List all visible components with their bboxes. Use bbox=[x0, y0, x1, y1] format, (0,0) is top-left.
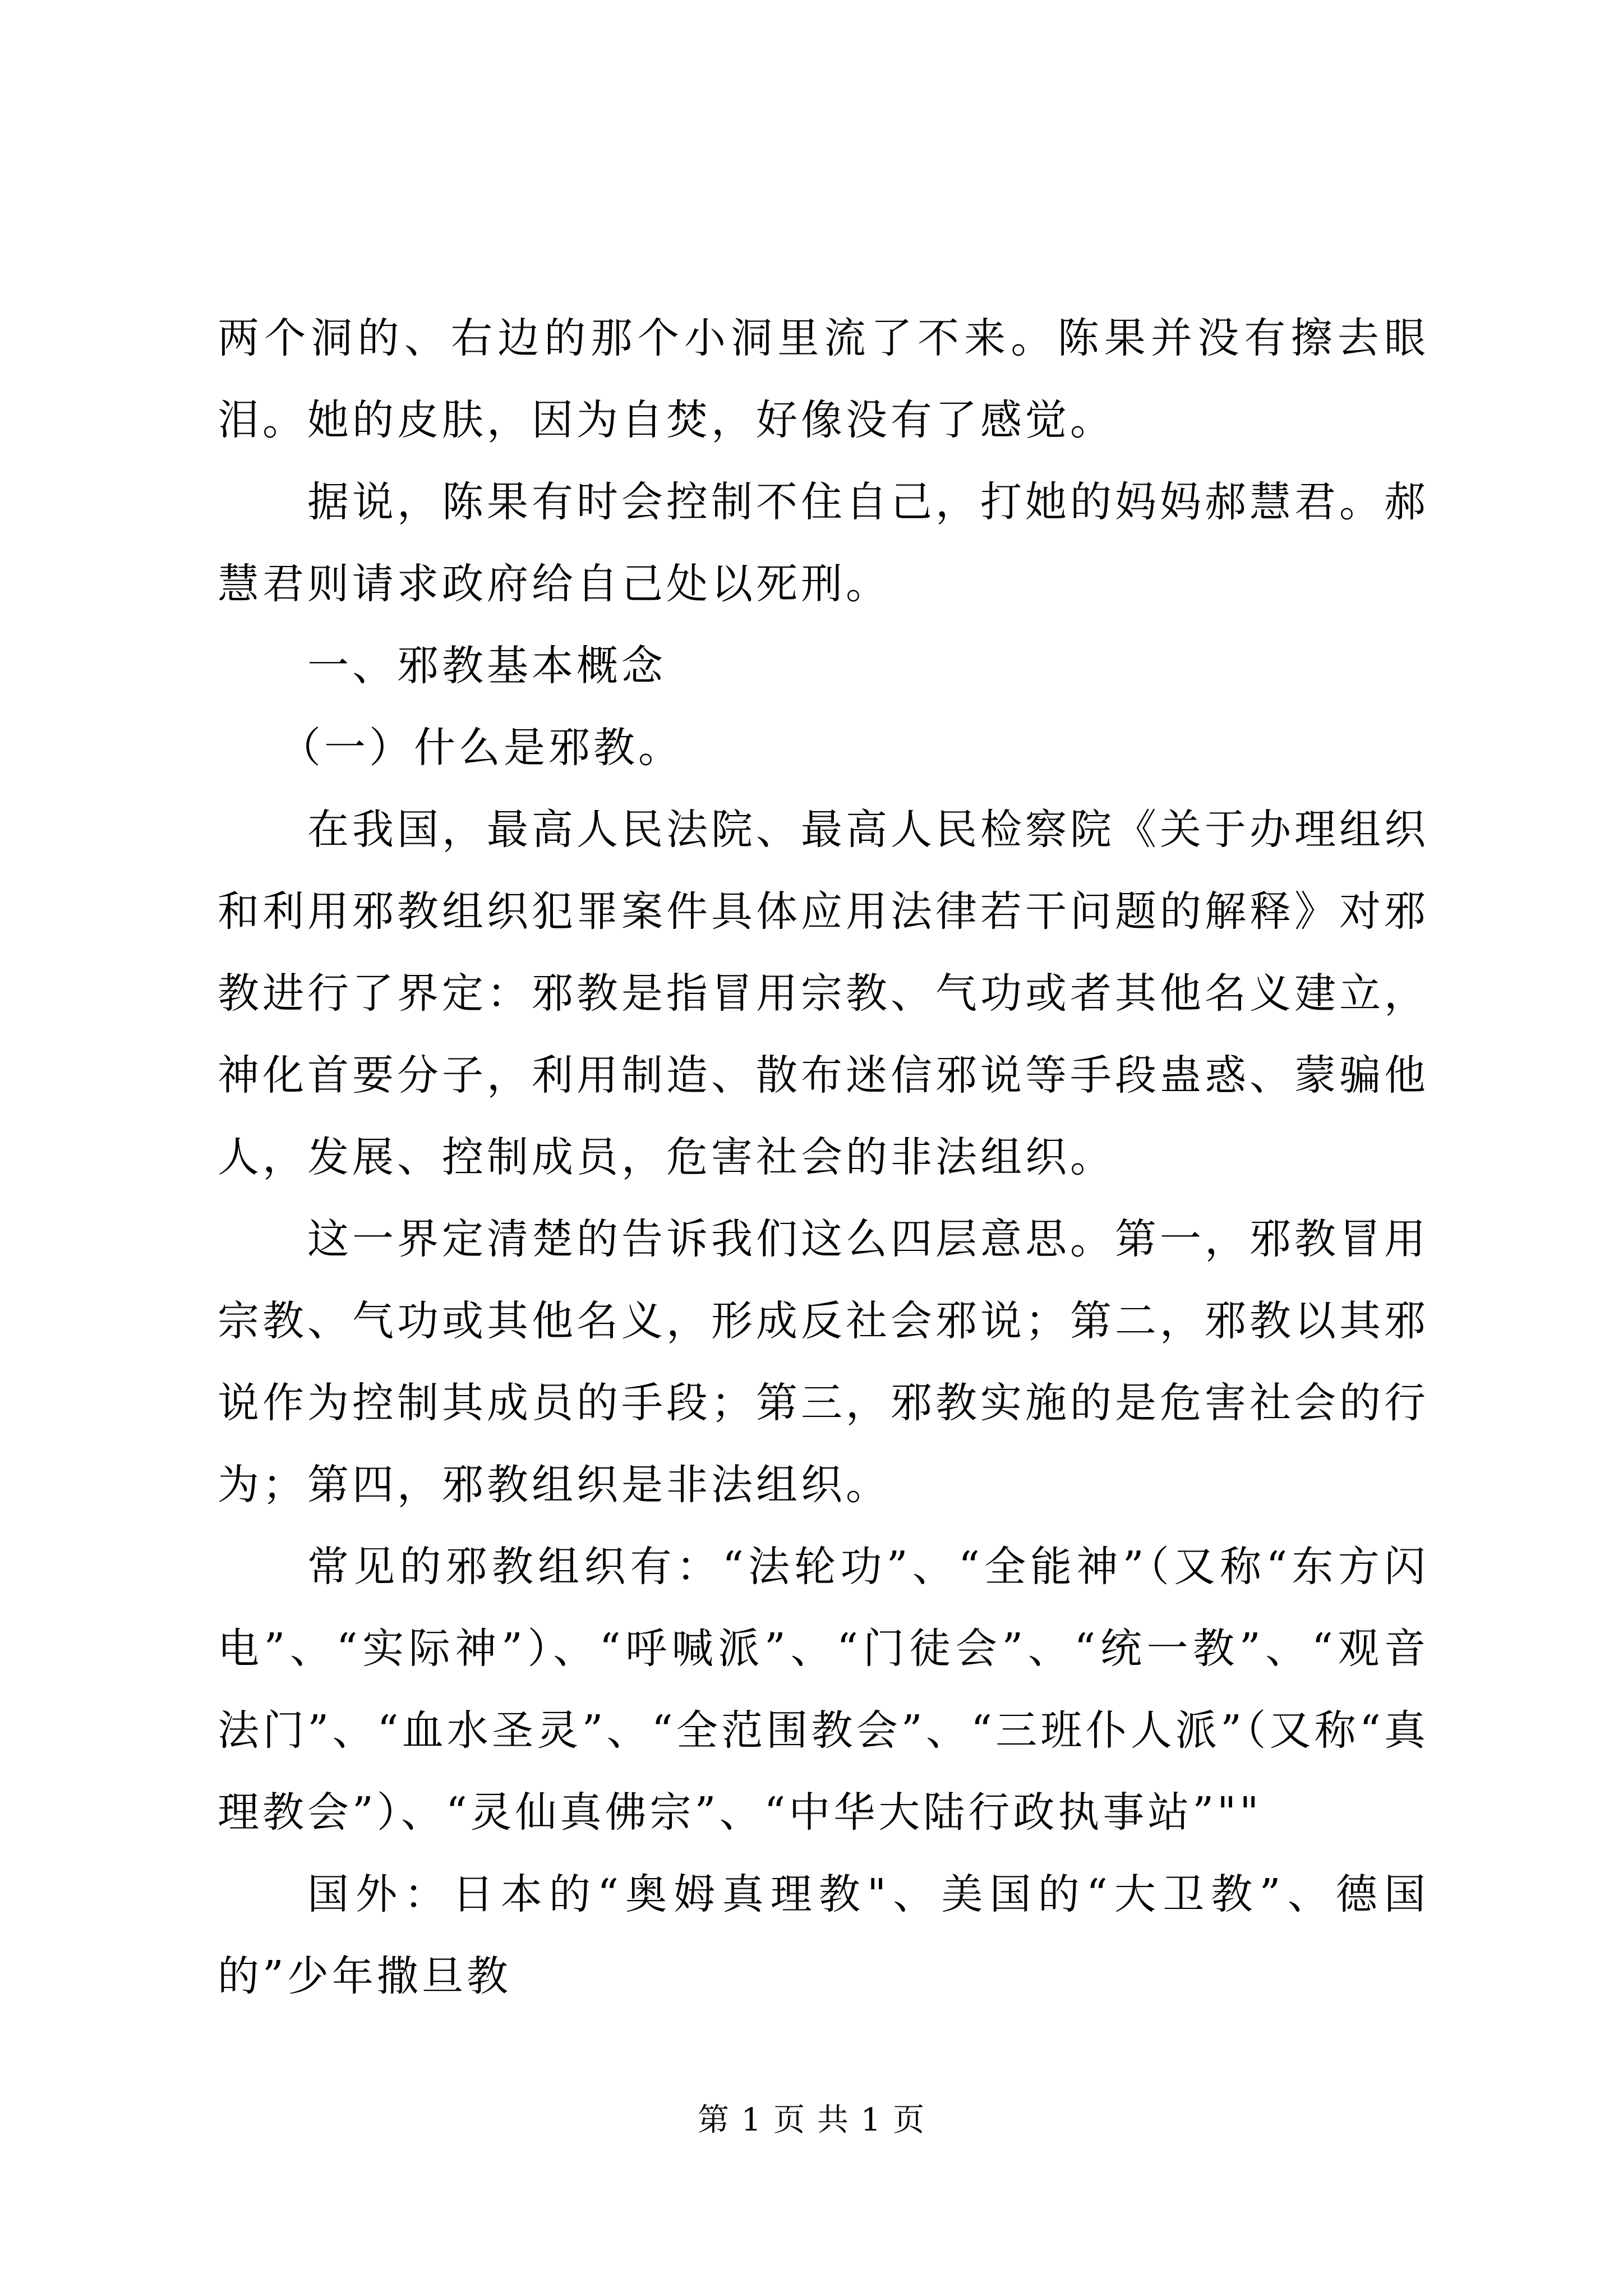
paragraph-foreign-organizations: 国外：日本的“奥姆真理教"、美国的“大卫教”、德国的”少年撒旦教 bbox=[218, 1870, 1429, 2000]
paragraph-chen-guo: 据说，陈果有时会控制不住自己，打她的妈妈郝慧君。郝慧君则请求政府给自己处以死刑。 bbox=[218, 478, 1429, 608]
paragraph-continuation: 两个洞的、右边的那个小洞里流了不来。陈果并没有擦去眼泪。她的皮肤，因为自焚，好像没有了感觉。 bbox=[218, 314, 1429, 444]
page-footer: 第 1 页 共 1 页 bbox=[697, 2102, 926, 2138]
paragraph-common-organizations: 常见的邪教组织有：“法轮功”、“全能神”（又称“东方闪电”、“实际神”）、“呼喊派”、“门徒会”、“统一教”、“观音法门”、“血水圣灵”、“全范围教会”、“三班仆人派”（又称“真理教会”）、“灵仙真佛宗”、“中华大陆行政执事站”"" bbox=[218, 1543, 1429, 1837]
paragraph-definition: 在我国，最高人民法院、最高人民检察院《关于办理组织和利用邪教组织犯罪案件具体应用法律若干问题的解释》对邪教进行了界定：邪教是指冒用宗教、气功或者其他名义建立，神化首要分子，利用制造、散布迷信邪说等手段蛊惑、蒙骗他人，发展、控制成员，危害社会的非法组织。 bbox=[218, 806, 1429, 1181]
paragraph-four-meanings: 这一界定清楚的告诉我们这么四层意思。第一，邪教冒用宗教、气功或其他名义，形成反社会邪说；第二，邪教以其邪说作为控制其成员的手段；第三，邪教实施的是危害社会的行为；第四，邪教组织是非法组织。 bbox=[218, 1215, 1429, 1509]
section-heading-basic-concepts: 一、邪教基本概念 bbox=[307, 642, 666, 690]
document-body bbox=[218, 297, 1429, 2017]
subsection-heading-what-is: （一）什么是邪教。 bbox=[279, 724, 683, 772]
